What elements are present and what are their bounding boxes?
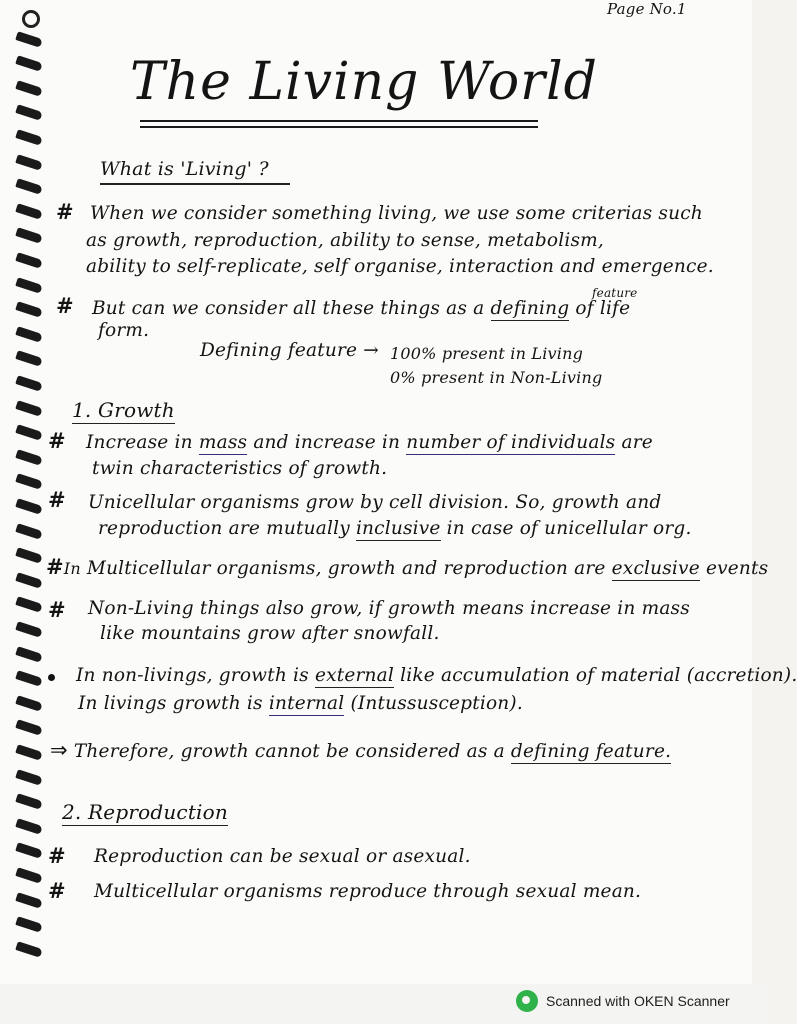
- spiral-hole: [15, 572, 43, 589]
- growth-heading-text: 1. Growth: [72, 398, 175, 422]
- intro-para2-line1: [92, 298, 630, 319]
- external-word: external: [314, 665, 395, 686]
- growth-p5: [76, 665, 797, 686]
- spiral-hole: [15, 646, 43, 663]
- growth-p1-line1: [86, 432, 653, 453]
- growth-p6: [78, 693, 523, 714]
- spiral-hole: [15, 744, 43, 761]
- growth-p6-b: (Intussusception).: [350, 693, 523, 714]
- hash-bullet: #: [48, 879, 66, 903]
- intro-para1-line1: When we consider something living, we use some criterias such: [90, 203, 703, 224]
- growth-p3-a: Multicellular organisms, growth and reproduction are: [86, 558, 606, 579]
- spiral-hole: [15, 424, 43, 441]
- growth-p4-line2: like mountains grow after snowfall.: [100, 623, 440, 644]
- spiral-hole: [15, 621, 43, 638]
- growth-p2-b: in case of unicellular org.: [446, 518, 692, 539]
- growth-p3-b: events: [705, 558, 769, 579]
- growth-p6-a: In livings growth is: [78, 693, 263, 714]
- growth-p5-a: In non-livings, growth is: [76, 665, 309, 686]
- spiral-hole: [15, 301, 43, 318]
- intro-heading-underline: [100, 183, 290, 185]
- growth-p5-b: like accumulation of material (accretion).: [400, 665, 797, 686]
- conclusion-a: Therefore, growth cannot be considered as a: [73, 741, 505, 762]
- spiral-hole: [15, 695, 43, 712]
- spiral-hole: [15, 105, 43, 122]
- spiral-hole: [15, 867, 43, 884]
- defining-feature-label: Defining feature →: [200, 340, 379, 361]
- spiral-hole: [15, 769, 43, 786]
- reproduction-p2: Multicellular organisms reproduce through sexual mean.: [94, 881, 642, 902]
- hash-bullet: #: [48, 488, 66, 512]
- spiral-hole: [15, 474, 43, 491]
- spiral-hole: [15, 670, 43, 687]
- spiral-hole: [15, 375, 43, 392]
- dot-bullet: [48, 674, 55, 681]
- intro-para2-tail: of life: [575, 298, 631, 319]
- spiral-hole: [15, 252, 43, 269]
- intro-para2-line2: form.: [98, 320, 150, 341]
- growth-p1-c: are: [621, 432, 653, 453]
- feature-caret-insert: feature: [592, 286, 638, 300]
- spiral-hole: [15, 277, 43, 294]
- title-underline-2: [140, 126, 538, 128]
- growth-heading: [72, 398, 175, 422]
- spiral-hole: [15, 793, 43, 810]
- spiral-hole: [15, 55, 43, 72]
- spiral-hole: [15, 498, 43, 515]
- spiral-hole: [15, 228, 43, 245]
- growth-p3-prefix: In: [63, 559, 81, 578]
- reproduction-p1: Reproduction can be sexual or asexual.: [94, 846, 471, 867]
- spiral-hole: [15, 892, 43, 909]
- spiral-hole: [15, 916, 43, 933]
- intro-para1-line2: as growth, reproduction, ability to sense, metabolism,: [86, 230, 604, 251]
- title-underline: [140, 120, 538, 122]
- number-of-individuals: number of individuals: [406, 432, 616, 453]
- growth-p1-b: and increase in: [253, 432, 401, 453]
- page-number: Page No.1: [607, 0, 687, 18]
- intro-para1-line3: ability to self-replicate, self organise, interaction and emergence.: [86, 256, 714, 277]
- growth-conclusion: [50, 738, 671, 762]
- inclusive-word: inclusive: [355, 518, 441, 539]
- spiral-hole: [15, 31, 43, 48]
- growth-p2-a: reproduction are mutually: [98, 518, 350, 539]
- spiral-hole: [15, 326, 43, 343]
- scanner-logo-icon: [516, 990, 538, 1012]
- growth-p3: [46, 555, 768, 579]
- hash-bullet: #: [46, 555, 64, 579]
- scanner-footer: [516, 990, 730, 1012]
- reproduction-heading-text: 2. Reproduction: [62, 800, 228, 824]
- spiral-hole: [15, 178, 43, 195]
- spiral-hole: [15, 129, 43, 146]
- growth-p2-line1: Unicellular organisms grow by cell division. So, growth and: [88, 492, 662, 513]
- spiral-hole: [15, 720, 43, 737]
- spiral-hole: [15, 80, 43, 97]
- hash-bullet: #: [48, 429, 66, 453]
- spiral-hole: [22, 10, 40, 28]
- internal-word: internal: [268, 693, 345, 714]
- implies-arrow-icon: ⇒: [50, 738, 68, 762]
- defining-nonliving: 0% present in Non-Living: [390, 368, 603, 387]
- defining-feature-phrase: defining feature.: [510, 741, 672, 762]
- intro-para2-text: But can we consider all these things as a: [92, 298, 485, 319]
- growth-p2-line2: [98, 518, 692, 539]
- defining-living: 100% present in Living: [390, 344, 584, 363]
- growth-p1-line2: twin characteristics of growth.: [92, 458, 388, 479]
- hash-bullet: #: [56, 294, 74, 318]
- spiral-hole: [15, 154, 43, 171]
- spiral-hole: [15, 843, 43, 860]
- spiral-hole: [15, 351, 43, 368]
- exclusive-word: exclusive: [611, 558, 700, 579]
- spiral-hole: [15, 400, 43, 417]
- page-title: The Living World: [130, 52, 598, 112]
- growth-p1-a: Increase in: [86, 432, 193, 453]
- spiral-hole: [15, 818, 43, 835]
- intro-heading: What is 'Living' ?: [100, 158, 269, 180]
- spiral-hole: [15, 523, 43, 540]
- defining-word: defining: [490, 298, 570, 319]
- spiral-hole: [15, 597, 43, 614]
- growth-p4-line1: Non-Living things also grow, if growth means increase in mass: [88, 598, 690, 619]
- spiral-hole: [15, 547, 43, 564]
- hash-bullet: #: [48, 598, 66, 622]
- hash-bullet: #: [48, 844, 66, 868]
- reproduction-heading: [62, 800, 228, 824]
- hash-bullet: #: [56, 200, 74, 224]
- spiral-hole: [15, 449, 43, 466]
- spiral-binding: [10, 10, 50, 980]
- spiral-hole: [15, 203, 43, 220]
- mass-word: mass: [198, 432, 248, 453]
- scanner-footer-text: Scanned with OKEN Scanner: [546, 993, 730, 1009]
- spiral-hole: [15, 941, 43, 958]
